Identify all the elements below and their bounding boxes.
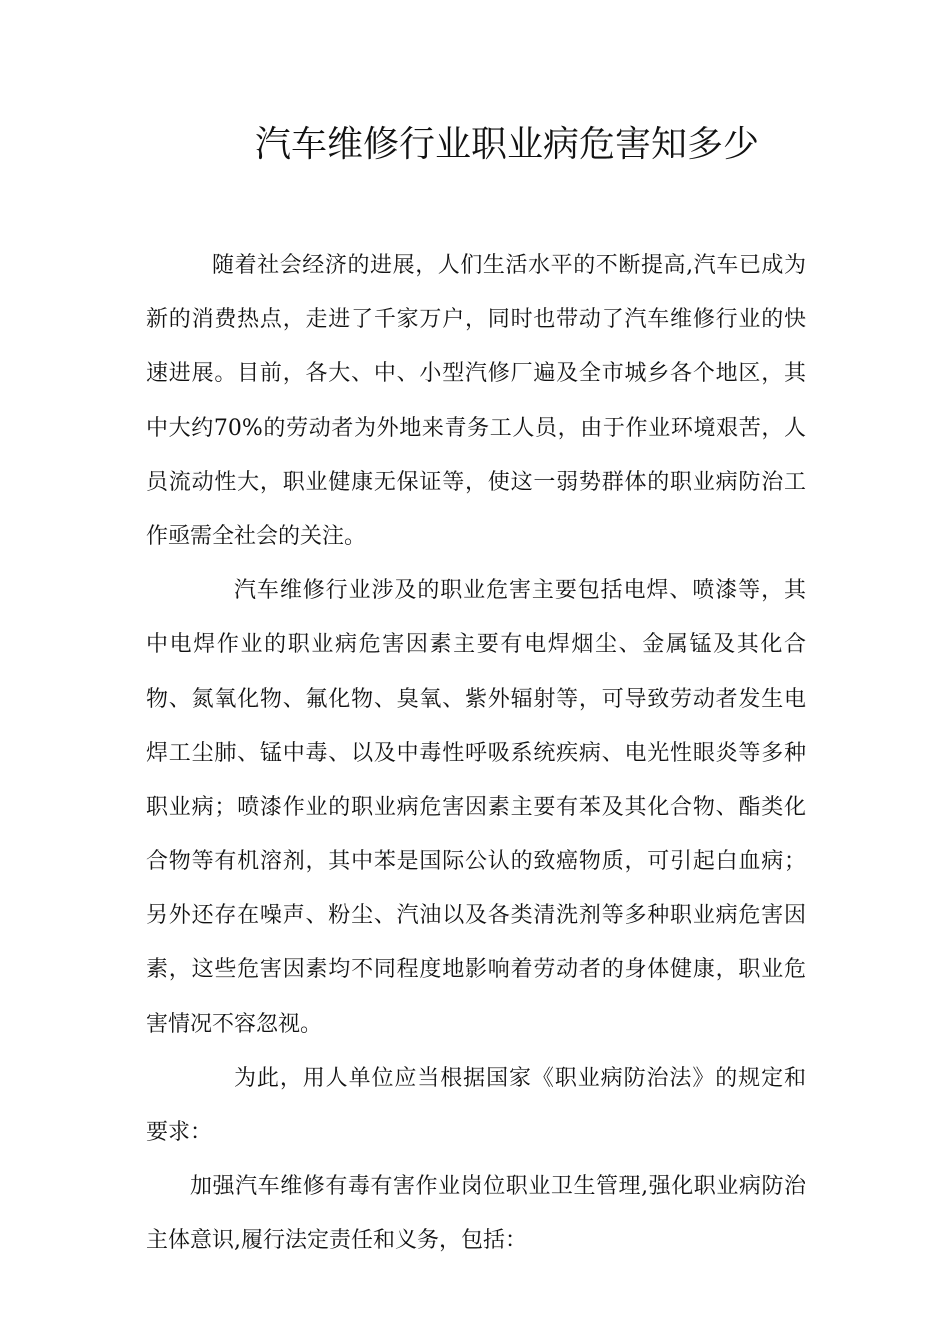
paragraph-4-line-1: 加强汽车维修有毒有害作业岗位职业卫生管理,强化职业病防治 <box>190 1174 806 1200</box>
paragraph-2-line-5: 职业病；喷漆作业的职业病危害因素主要有苯及其化合物、酯类化 <box>146 794 806 820</box>
document-body <box>146 239 806 1269</box>
paragraph-2-line-7: 另外还存在噪声、粉尘、汽油以及各类清洗剂等多种职业病危害因 <box>146 903 806 929</box>
paragraph-4-line-2: 主体意识,履行法定责任和义务，包括： <box>146 1228 527 1254</box>
paragraph-2-line-2: 中电焊作业的职业病危害因素主要有电焊烟尘、金属锰及其化合 <box>146 632 806 658</box>
paragraph-1-line-3: 速进展。目前，各大、中、小型汽修厂遍及全市城乡各个地区，其 <box>146 361 806 387</box>
paragraph-2-line-8: 素，这些危害因素均不同程度地影响着劳动者的身体健康，职业危 <box>146 957 806 983</box>
paragraph-2-line-6: 合物等有机溶剂，其中苯是国际公认的致癌物质，可引起白血病； <box>146 849 806 875</box>
paragraph-1-line-1: 随着社会经济的进展，人们生活水平的不断提高,汽车已成为 <box>212 253 806 278</box>
paragraph-1-line-5: 员流动性大，职业健康无保证等，使这一弱势群体的职业病防治工 <box>146 469 806 495</box>
document-title: 汽车维修行业职业病危害知多少 <box>254 124 759 165</box>
paragraph-1-line-2: 新的消费热点，走进了千家万户，同时也带动了汽车维修行业的快 <box>146 307 806 333</box>
paragraph-2-line-9: 害情况不容忽视。 <box>146 1011 323 1037</box>
paragraph-2-line-4: 焊工尘肺、锰中毒、以及中毒性呼吸系统疾病、电光性眼炎等多种 <box>146 740 806 766</box>
paragraph-1-line-6: 作亟需全社会的关注。 <box>146 523 367 549</box>
paragraph-2-line-1: 汽车维修行业涉及的职业危害主要包括电焊、喷漆等，其 <box>234 578 806 604</box>
paragraph-3-line-2: 要求： <box>146 1120 213 1145</box>
paragraph-1-line-4: 中大约70%的劳动者为外地来青务工人员，由于作业环境艰苦，人 <box>146 415 806 441</box>
paragraph-3-line-1: 为此，用人单位应当根据国家《职业病防治法》的规定和 <box>234 1065 806 1091</box>
paragraph-2-line-3: 物、氮氧化物、氟化物、臭氧、紫外辐射等，可导致劳动者发生电 <box>146 686 806 712</box>
